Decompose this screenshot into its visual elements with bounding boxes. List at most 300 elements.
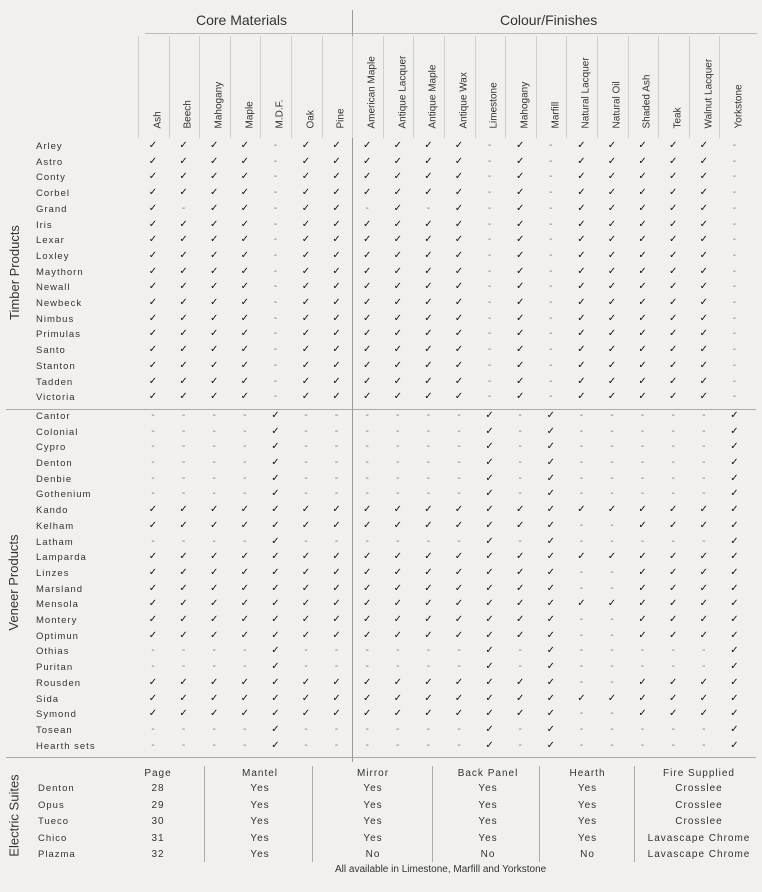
- availability-cell: ✓: [301, 344, 311, 356]
- availability-cell: -: [457, 739, 461, 751]
- availability-cell: -: [304, 425, 308, 437]
- availability-cell: ✓: [179, 140, 188, 151]
- availability-cell: ✓: [546, 645, 555, 657]
- row-name: Santo: [36, 345, 66, 357]
- availability-cell: ✓: [577, 265, 586, 277]
- availability-cell: ✓: [209, 504, 219, 516]
- availability-cell: ✓: [424, 328, 433, 340]
- availability-cell: ✓: [454, 708, 464, 720]
- availability-cell: ✓: [240, 312, 249, 324]
- group-divider: [6, 757, 756, 758]
- availability-cell: ✓: [607, 692, 617, 704]
- availability-cell: ✓: [607, 234, 617, 246]
- availability-cell: ✓: [515, 676, 525, 688]
- row-name: Denton: [36, 458, 73, 469]
- availability-cell: -: [732, 234, 737, 246]
- electric-cell-back: Yes: [478, 783, 498, 794]
- availability-cell: ✓: [332, 328, 341, 340]
- availability-cell: ✓: [668, 249, 678, 261]
- availability-cell: -: [610, 582, 614, 594]
- availability-cell: ✓: [638, 344, 647, 356]
- availability-cell: ✓: [546, 598, 555, 610]
- availability-cell: -: [273, 328, 278, 340]
- availability-cell: ✓: [209, 566, 219, 578]
- availability-cell: ✓: [454, 391, 464, 403]
- availability-cell: ✓: [454, 218, 464, 230]
- availability-cell: ✓: [362, 375, 372, 387]
- availability-cell: ✓: [638, 692, 647, 704]
- availability-cell: ✓: [454, 692, 464, 704]
- electric-cell-mantel: Yes: [250, 799, 270, 811]
- availability-cell: ✓: [730, 488, 739, 500]
- availability-cell: -: [304, 457, 308, 468]
- availability-cell: ✓: [301, 708, 311, 720]
- electric-cell-page: 32: [151, 849, 165, 860]
- availability-cell: -: [273, 281, 278, 293]
- availability-cell: ✓: [424, 234, 433, 246]
- row-name: Montery: [36, 615, 78, 626]
- availability-cell: -: [549, 312, 553, 324]
- availability-cell: ✓: [577, 328, 586, 340]
- availability-cell: ✓: [301, 391, 311, 403]
- availability-cell: ✓: [240, 566, 249, 578]
- availability-cell: ✓: [179, 519, 188, 531]
- availability-cell: -: [671, 488, 675, 500]
- availability-cell: ✓: [424, 171, 433, 183]
- availability-cell: ✓: [668, 551, 678, 563]
- availability-cell: ✓: [638, 140, 647, 151]
- availability-cell: ✓: [209, 614, 219, 625]
- availability-cell: ✓: [362, 551, 372, 563]
- availability-cell: ✓: [485, 645, 494, 657]
- availability-cell: ✓: [393, 598, 402, 610]
- column-header: [444, 36, 475, 138]
- availability-cell: ✓: [638, 519, 647, 531]
- availability-cell: ✓: [607, 297, 617, 308]
- availability-cell: -: [365, 661, 369, 673]
- availability-cell: -: [518, 535, 522, 547]
- availability-cell: ✓: [424, 249, 433, 261]
- electric-cell-fire: Lavascape Chrome: [647, 832, 751, 844]
- availability-cell: ✓: [148, 629, 158, 641]
- availability-cell: ✓: [301, 234, 311, 246]
- availability-cell: -: [549, 281, 553, 293]
- availability-cell: ✓: [148, 692, 158, 704]
- availability-cell: ✓: [454, 582, 464, 594]
- availability-cell: -: [549, 140, 553, 151]
- availability-cell: -: [610, 409, 614, 421]
- electric-cell-mantel: Yes: [250, 832, 270, 844]
- availability-cell: ✓: [668, 171, 678, 183]
- availability-cell: ✓: [668, 265, 678, 277]
- availability-cell: ✓: [515, 598, 525, 610]
- availability-cell: -: [579, 409, 584, 421]
- availability-cell: ✓: [699, 281, 708, 293]
- availability-cell: ✓: [424, 692, 433, 704]
- availability-cell: ✓: [301, 692, 311, 704]
- availability-cell: ✓: [577, 249, 586, 261]
- availability-cell: ✓: [638, 328, 647, 340]
- availability-cell: ✓: [301, 249, 311, 261]
- availability-cell: ✓: [393, 140, 402, 151]
- availability-cell: -: [640, 409, 645, 421]
- availability-cell: ✓: [577, 202, 586, 214]
- availability-cell: ✓: [393, 504, 402, 516]
- availability-cell: ✓: [699, 708, 708, 720]
- availability-cell: ✓: [301, 281, 311, 293]
- availability-cell: -: [610, 457, 614, 468]
- availability-cell: -: [487, 187, 492, 199]
- availability-cell: -: [702, 409, 706, 421]
- availability-cell: ✓: [393, 328, 402, 340]
- availability-cell: ✓: [546, 488, 555, 500]
- availability-cell: ✓: [699, 582, 708, 594]
- availability-cell: -: [579, 629, 584, 641]
- availability-cell: ✓: [515, 218, 525, 230]
- row-name: Tosean: [36, 724, 73, 736]
- availability-cell: ✓: [485, 692, 494, 704]
- availability-cell: ✓: [638, 281, 647, 293]
- availability-cell: ✓: [638, 187, 647, 199]
- availability-cell: ✓: [179, 708, 188, 720]
- availability-cell: -: [671, 661, 675, 673]
- availability-cell: ✓: [485, 441, 494, 453]
- availability-cell: ✓: [638, 551, 647, 563]
- availability-cell: ✓: [668, 281, 678, 293]
- availability-cell: -: [365, 535, 369, 547]
- availability-cell: ✓: [179, 566, 188, 578]
- availability-cell: -: [549, 155, 553, 167]
- availability-cell: -: [610, 645, 614, 657]
- availability-cell: ✓: [148, 171, 158, 183]
- electric-cell-mantel: Yes: [250, 849, 270, 860]
- availability-cell: ✓: [607, 171, 617, 183]
- availability-cell: -: [426, 202, 431, 214]
- availability-cell: ✓: [332, 265, 341, 277]
- availability-cell: ✓: [577, 297, 586, 308]
- availability-cell: ✓: [485, 488, 494, 500]
- availability-cell: ✓: [148, 598, 158, 610]
- availability-cell: ✓: [546, 661, 555, 673]
- availability-cell: -: [273, 297, 278, 308]
- availability-cell: -: [426, 488, 431, 500]
- availability-cell: ✓: [515, 202, 525, 214]
- availability-cell: -: [671, 409, 675, 421]
- availability-cell: ✓: [240, 297, 249, 308]
- availability-cell: ✓: [546, 472, 555, 484]
- availability-cell: ✓: [393, 218, 402, 230]
- availability-cell: -: [426, 425, 431, 437]
- availability-cell: ✓: [546, 582, 555, 594]
- row-name: Linzes: [36, 567, 70, 579]
- row-name: Cypro: [36, 442, 67, 454]
- availability-cell: -: [365, 645, 369, 657]
- row-name: Arley: [36, 141, 63, 152]
- availability-cell: ✓: [179, 692, 188, 704]
- availability-cell: ✓: [638, 155, 647, 167]
- availability-cell: -: [426, 457, 431, 468]
- row-name: Primulas: [36, 329, 81, 341]
- availability-cell: ✓: [301, 614, 311, 625]
- availability-cell: -: [457, 472, 461, 484]
- electric-col-divider: [204, 766, 205, 862]
- availability-cell: ✓: [546, 692, 555, 704]
- electric-cell-hearth: Yes: [577, 799, 598, 811]
- availability-cell: -: [396, 457, 400, 468]
- availability-cell: -: [732, 344, 737, 356]
- availability-cell: -: [549, 359, 553, 371]
- availability-cell: ✓: [699, 297, 708, 308]
- availability-cell: ✓: [454, 504, 464, 516]
- column-header: [689, 36, 720, 138]
- availability-cell: ✓: [271, 723, 280, 735]
- availability-cell: ✓: [577, 281, 586, 293]
- availability-cell: ✓: [424, 504, 433, 516]
- availability-cell: ✓: [301, 519, 311, 531]
- availability-cell: ✓: [485, 504, 494, 516]
- availability-cell: -: [487, 281, 492, 293]
- electric-cell-fire: Crosslee: [675, 783, 723, 794]
- availability-cell: ✓: [699, 171, 708, 183]
- availability-cell: -: [212, 645, 216, 657]
- availability-cell: ✓: [148, 187, 158, 199]
- availability-cell: ✓: [332, 692, 341, 704]
- availability-cell: ✓: [179, 297, 188, 308]
- availability-cell: ✓: [362, 676, 372, 688]
- availability-cell: -: [396, 645, 400, 657]
- column-header-label: Shaded Ash: [641, 74, 653, 129]
- column-header-label: Ash: [152, 111, 164, 129]
- availability-cell: ✓: [454, 281, 464, 293]
- column-header: [230, 36, 261, 138]
- electric-cell-mirror: Yes: [363, 832, 383, 844]
- availability-cell: ✓: [179, 551, 188, 563]
- availability-cell: ✓: [332, 614, 341, 625]
- availability-cell: ✓: [148, 359, 158, 371]
- availability-cell: ✓: [515, 629, 525, 641]
- availability-cell: ✓: [607, 312, 617, 324]
- availability-cell: -: [732, 281, 737, 293]
- availability-cell: ✓: [179, 265, 188, 277]
- availability-cell: ✓: [332, 375, 341, 387]
- availability-cell: ✓: [148, 297, 158, 308]
- availability-cell: ✓: [577, 312, 586, 324]
- availability-cell: ✓: [424, 359, 433, 371]
- column-header: [505, 36, 536, 138]
- availability-cell: -: [518, 425, 522, 437]
- availability-cell: ✓: [271, 739, 280, 751]
- availability-cell: ✓: [730, 614, 739, 625]
- availability-cell: ✓: [699, 202, 708, 214]
- row-name: Loxley: [36, 250, 70, 262]
- availability-cell: -: [365, 739, 369, 751]
- availability-cell: ✓: [515, 249, 525, 261]
- availability-cell: ✓: [515, 140, 525, 151]
- availability-cell: -: [579, 441, 584, 453]
- availability-cell: ✓: [607, 551, 617, 563]
- availability-cell: -: [518, 723, 522, 735]
- column-header-label: Beech: [182, 100, 194, 129]
- availability-cell: ✓: [271, 598, 280, 610]
- availability-cell: ✓: [668, 676, 678, 688]
- column-header-label: M.D.F.: [274, 99, 286, 129]
- availability-cell: -: [579, 457, 584, 468]
- availability-cell: -: [579, 535, 584, 547]
- availability-cell: ✓: [240, 171, 249, 183]
- availability-cell: ✓: [730, 551, 739, 563]
- availability-cell: ✓: [424, 187, 433, 199]
- availability-cell: ✓: [332, 629, 341, 641]
- availability-cell: ✓: [209, 312, 219, 324]
- availability-cell: ✓: [424, 629, 433, 641]
- column-header: [566, 36, 597, 138]
- availability-cell: -: [487, 328, 492, 340]
- availability-cell: -: [640, 441, 645, 453]
- availability-cell: ✓: [607, 391, 617, 403]
- electric-col-divider: [539, 766, 540, 862]
- availability-cell: -: [702, 723, 706, 735]
- availability-cell: ✓: [454, 598, 464, 610]
- availability-cell: -: [181, 488, 186, 500]
- availability-cell: -: [396, 661, 400, 673]
- row-name: Optimun: [36, 630, 79, 642]
- availability-cell: -: [518, 441, 522, 453]
- availability-cell: -: [610, 739, 614, 751]
- column-header-label: Mahogany: [213, 81, 225, 129]
- availability-cell: ✓: [271, 566, 280, 578]
- availability-cell: -: [396, 723, 400, 735]
- availability-cell: ✓: [271, 519, 280, 531]
- availability-cell: -: [273, 375, 278, 387]
- availability-cell: -: [273, 312, 278, 324]
- availability-cell: ✓: [454, 202, 464, 214]
- row-name: Colonial: [36, 426, 79, 438]
- availability-cell: -: [396, 488, 400, 500]
- availability-cell: ✓: [179, 614, 188, 625]
- availability-cell: -: [702, 425, 706, 437]
- availability-cell: ✓: [362, 297, 372, 308]
- availability-cell: ✓: [148, 265, 158, 277]
- availability-cell: ✓: [209, 140, 219, 151]
- electric-cell-page: 29: [151, 799, 165, 811]
- availability-cell: ✓: [699, 359, 708, 371]
- availability-cell: ✓: [730, 566, 739, 578]
- availability-cell: -: [579, 723, 584, 735]
- availability-cell: ✓: [240, 676, 249, 688]
- colour-finishes-header: Colour/Finishes: [500, 12, 598, 28]
- availability-cell: -: [610, 708, 614, 720]
- availability-cell: ✓: [393, 281, 402, 293]
- availability-cell: ✓: [546, 739, 555, 751]
- column-header: [597, 36, 628, 138]
- availability-cell: -: [181, 441, 186, 453]
- availability-cell: -: [334, 661, 339, 673]
- availability-cell: ✓: [607, 249, 617, 261]
- row-name: Rousden: [36, 677, 82, 689]
- column-header: [199, 36, 230, 138]
- availability-cell: ✓: [362, 171, 372, 183]
- availability-cell: -: [549, 202, 553, 214]
- availability-cell: ✓: [240, 249, 249, 261]
- availability-cell: ✓: [179, 249, 188, 261]
- availability-cell: ✓: [607, 359, 617, 371]
- availability-cell: -: [518, 472, 522, 484]
- row-name: Mensola: [36, 599, 79, 611]
- availability-cell: -: [671, 535, 675, 547]
- availability-cell: ✓: [271, 488, 280, 500]
- availability-cell: ✓: [209, 551, 219, 563]
- availability-cell: ✓: [240, 218, 249, 230]
- availability-cell: ✓: [179, 598, 188, 610]
- column-header-label: Mahogany: [519, 81, 531, 129]
- availability-cell: ✓: [179, 375, 188, 387]
- availability-cell: -: [243, 661, 247, 673]
- availability-cell: ✓: [240, 187, 249, 199]
- availability-cell: ✓: [424, 598, 433, 610]
- row-name: Corbel: [36, 188, 70, 200]
- availability-cell: ✓: [271, 708, 280, 720]
- availability-cell: -: [426, 441, 431, 453]
- availability-cell: ✓: [668, 582, 678, 594]
- availability-cell: -: [640, 739, 645, 751]
- availability-cell: ✓: [209, 344, 219, 356]
- availability-cell: ✓: [301, 202, 311, 214]
- row-name: Iris: [36, 219, 53, 231]
- availability-cell: -: [640, 645, 645, 657]
- column-header: [291, 36, 322, 138]
- availability-cell: ✓: [485, 614, 494, 625]
- availability-cell: ✓: [699, 391, 708, 403]
- availability-cell: ✓: [638, 598, 647, 610]
- availability-cell: ✓: [271, 582, 280, 594]
- availability-cell: ✓: [668, 692, 678, 704]
- availability-cell: ✓: [332, 155, 341, 167]
- availability-cell: ✓: [301, 359, 311, 371]
- availability-cell: ✓: [332, 234, 341, 246]
- availability-cell: ✓: [148, 551, 158, 563]
- group-label: Timber Products: [6, 225, 22, 321]
- availability-cell: -: [426, 472, 431, 484]
- availability-cell: ✓: [209, 265, 219, 277]
- availability-cell: ✓: [332, 519, 341, 531]
- availability-cell: -: [243, 723, 247, 735]
- availability-cell: -: [334, 409, 339, 421]
- availability-cell: ✓: [362, 391, 372, 403]
- availability-cell: ✓: [301, 375, 311, 387]
- availability-cell: ✓: [148, 582, 158, 594]
- availability-cell: ✓: [668, 155, 678, 167]
- availability-cell: ✓: [240, 265, 249, 277]
- availability-cell: ✓: [393, 155, 402, 167]
- availability-cell: -: [610, 441, 614, 453]
- row-name: Gothenium: [36, 489, 92, 501]
- availability-cell: ✓: [515, 375, 525, 387]
- availability-cell: ✓: [699, 234, 708, 246]
- availability-cell: -: [457, 645, 461, 657]
- availability-cell: ✓: [271, 614, 280, 625]
- availability-cell: ✓: [546, 457, 555, 468]
- availability-cell: ✓: [148, 375, 158, 387]
- availability-cell: ✓: [485, 519, 494, 531]
- row-name: Conty: [36, 172, 66, 184]
- availability-cell: -: [181, 425, 186, 437]
- availability-cell: ✓: [362, 519, 372, 531]
- availability-cell: ✓: [546, 708, 555, 720]
- availability-cell: ✓: [271, 676, 280, 688]
- availability-cell: -: [304, 409, 308, 421]
- electric-header: Fire Supplied: [663, 768, 735, 779]
- availability-cell: ✓: [332, 391, 341, 403]
